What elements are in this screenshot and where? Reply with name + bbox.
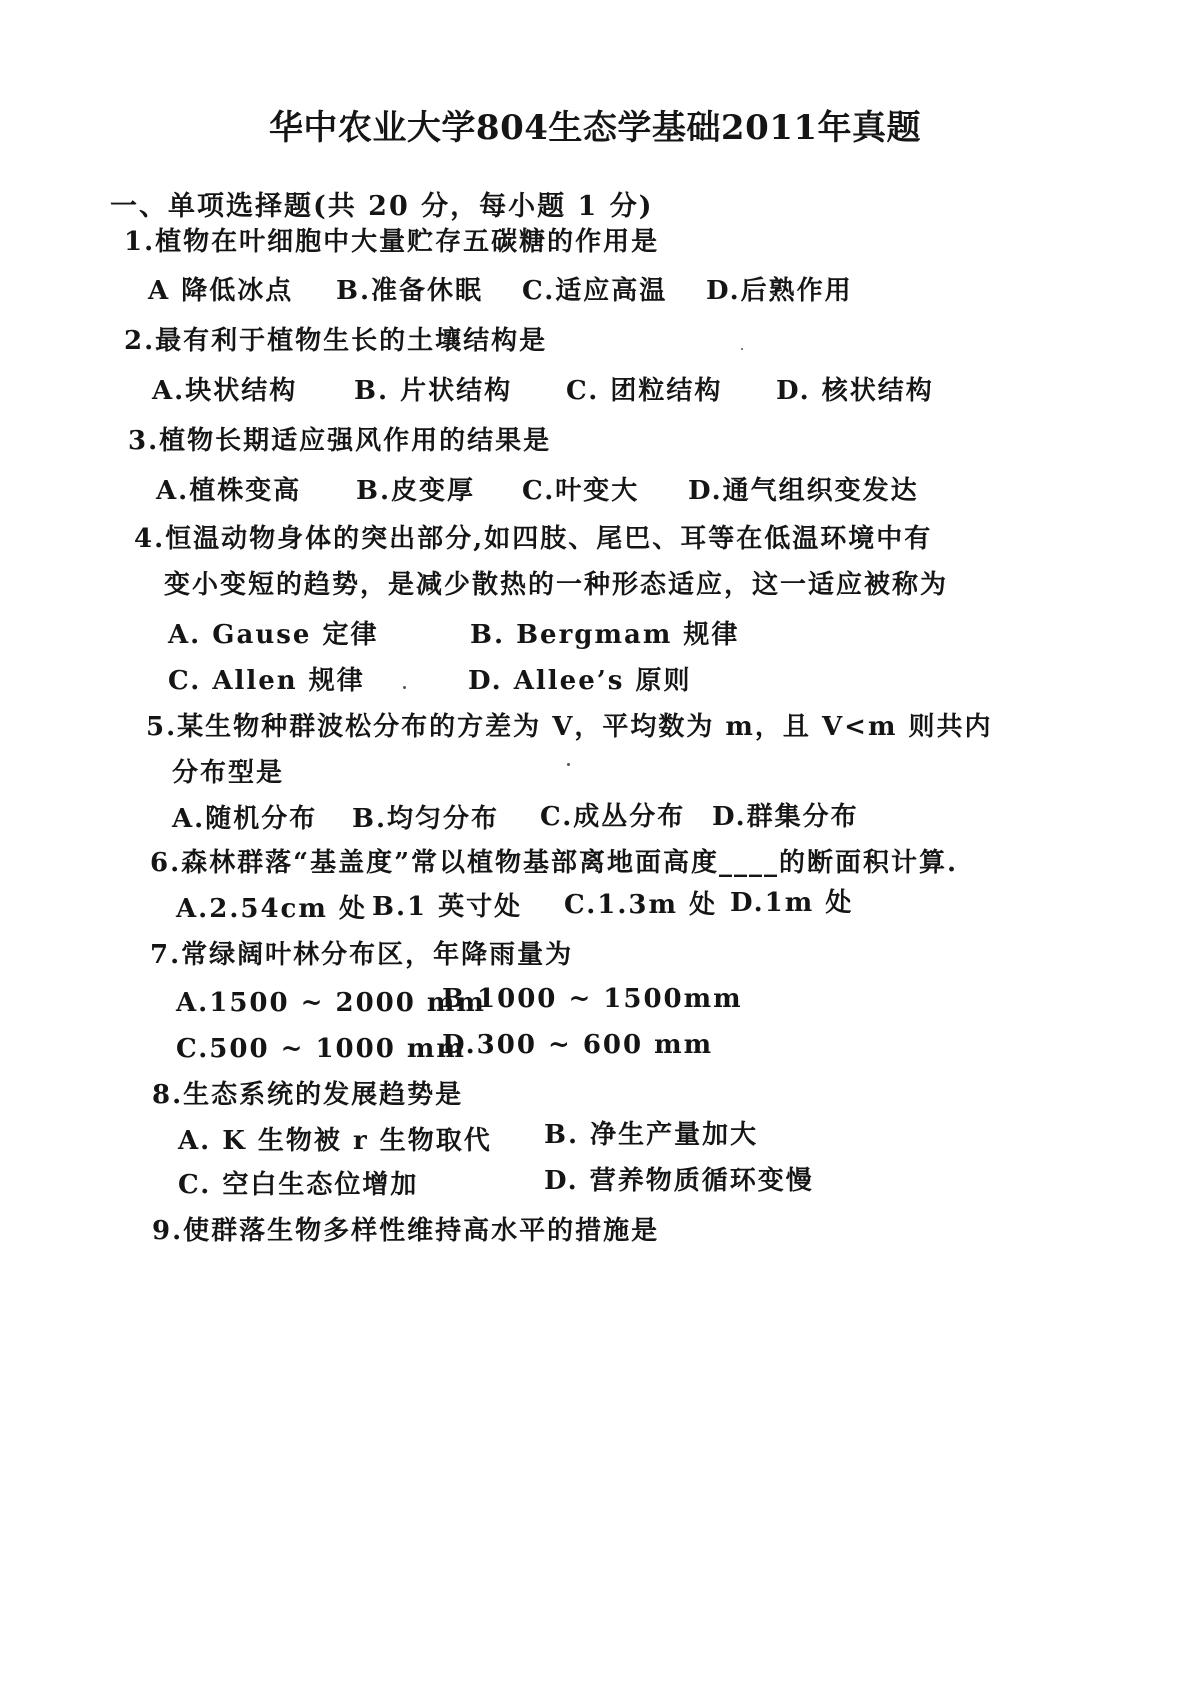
question-6-stem: 6.森林群落“基盖度”常以植物基部离地面高度____的断面积计算. xyxy=(150,848,959,878)
question-9-stem: 9.使群落生物多样性维持高水平的措施是 xyxy=(152,1216,660,1246)
page-title: 华中农业大学804生态学基础2011年真题 xyxy=(268,108,922,148)
question-3-option-d: D.通气组织变发达 xyxy=(688,476,919,506)
question-4-option-a: A. Gause 定律 xyxy=(168,620,379,650)
question-5-stem-line-2: 分布型是 xyxy=(172,758,285,788)
question-5-option-b: B.均匀分布 xyxy=(352,804,500,834)
question-2-option-c: C. 团粒结构 xyxy=(566,376,723,406)
question-8-option-b: B. 净生产量加大 xyxy=(544,1120,759,1150)
question-7-stem: 7.常绿阔叶林分布区，年降雨量为 xyxy=(150,940,574,970)
question-7-option-b: B.1000 ~ 1500mm xyxy=(442,984,743,1014)
question-5-stem-line-1: 5.某生物种群波松分布的方差为 V，平均数为 m，且 V<m 则共内 xyxy=(146,712,993,742)
question-4-option-c: C. Allen 规律 xyxy=(168,666,365,696)
question-6-option-b: B.1 英寸处 xyxy=(372,892,523,922)
question-1-option-a: A 降低冰点 xyxy=(148,276,294,306)
question-4-option-d: D. Allee’s 原则 xyxy=(468,666,692,696)
question-3-stem: 3.植物长期适应强风作用的结果是 xyxy=(128,426,552,456)
question-6-option-c: C.1.3m 处 xyxy=(564,890,718,920)
question-2-option-d: D. 核状结构 xyxy=(776,376,934,406)
question-1-stem: 1.植物在叶细胞中大量贮存五碳糖的作用是 xyxy=(124,227,660,257)
question-2-option-a: A.块状结构 xyxy=(152,376,298,406)
question-5-option-c: C.成丛分布 xyxy=(540,802,686,832)
question-7-option-c: C.500 ~ 1000 mm xyxy=(176,1034,466,1064)
question-6-option-a: A.2.54cm 处 xyxy=(176,894,367,924)
question-4-option-b: B. Bergmam 规律 xyxy=(470,620,740,650)
question-8-option-a: A. K 生物被 r 生物取代 xyxy=(178,1126,492,1156)
question-6-option-d: D.1m 处 xyxy=(730,888,854,918)
question-1-option-c: C.适应高温 xyxy=(522,276,668,306)
question-2-stem: 2.最有利于植物生长的土壤结构是 xyxy=(124,326,548,356)
question-5-option-d: D.群集分布 xyxy=(712,802,859,832)
question-8-option-d: D. 营养物质循环变慢 xyxy=(544,1166,814,1196)
section-heading: 一、单项选择题(共 20 分，每小题 1 分) xyxy=(110,191,654,222)
question-3-option-c: C.叶变大 xyxy=(522,476,640,506)
question-5-option-a: A.随机分布 xyxy=(172,804,318,834)
question-3-option-b: B.皮变厚 xyxy=(356,476,476,506)
scan-speck xyxy=(403,686,406,689)
scan-speck xyxy=(567,763,570,766)
question-8-stem: 8.生态系统的发展趋势是 xyxy=(152,1080,464,1110)
question-7-option-d: D.300 ~ 600 mm xyxy=(442,1030,714,1060)
question-7-option-a: A.1500 ~ 2000 mm xyxy=(176,988,486,1018)
question-2-option-b: B. 片状结构 xyxy=(354,376,513,406)
question-4-stem-line-1: 4.恒温动物身体的突出部分,如四肢、尾巴、耳等在低温环境中有 xyxy=(134,524,933,554)
question-1-option-b: B.准备休眠 xyxy=(336,276,484,306)
scan-speck xyxy=(741,348,743,350)
question-3-option-a: A.植株变高 xyxy=(156,476,302,506)
question-1-option-d: D.后熟作用 xyxy=(706,276,853,306)
question-4-stem-line-2: 变小变短的趋势，是减少散热的一种形态适应，这一适应被称为 xyxy=(164,570,949,600)
question-8-option-c: C. 空白生态位增加 xyxy=(178,1170,419,1200)
